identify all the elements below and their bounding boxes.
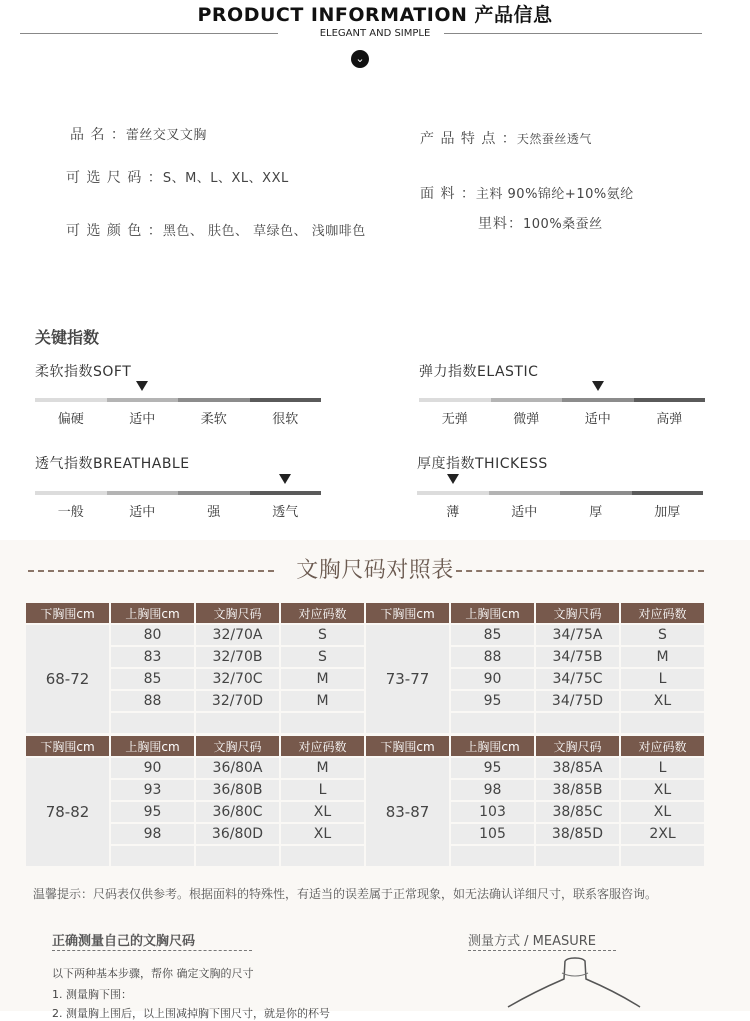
meter-level-label: 无弹 [441,412,468,427]
table-cell: M [281,669,364,689]
table-header-row [26,736,704,756]
meter-segment [178,398,250,402]
table-cell: 38/85B [536,780,619,800]
page-subtitle: ELEGANT AND SIMPLE [319,28,431,39]
info-label: 面 料 ： [420,186,476,202]
table-cell: M [281,691,364,711]
table-cell: 38/85C [536,802,619,822]
table-row [26,758,704,778]
info-fabric [420,183,634,203]
meter-level-label: 适中 [129,505,156,520]
table-cell: 93 [111,780,194,800]
meter-level-label: 适中 [584,412,611,427]
meter-segment [491,398,563,402]
table-row [26,846,704,866]
soft-meter [35,398,321,427]
info-feature [420,128,592,148]
table-cell [111,713,194,733]
info-colors [66,220,366,240]
table-header-cell: 文胸尺码 [196,603,279,623]
meter-bar [417,491,703,495]
measure-text: 1. 测量胸下围： [52,988,132,1001]
indices-title: 关键指数 [35,328,100,347]
meter-segment [250,398,322,402]
table-cell: 88 [451,647,534,667]
table-header-row [26,603,704,623]
table-header-cell: 文胸尺码 [196,736,279,756]
meter-level-label: 适中 [129,412,156,427]
table-cell [451,846,534,866]
size-chart-title: 文胸尺码对照表 [296,558,454,583]
table-cell: 32/70B [196,647,279,667]
meter-level-label: 加厚 [654,505,681,520]
measure-text: 2. 测量胸上围后，以上围减掉胸下围尺寸，就是你的杯号 [52,1007,330,1020]
elastic-label: 弹力指数ELASTIC [419,364,539,380]
table-cell: 95 [451,691,534,711]
pointer-icon [592,381,604,391]
table-cell: M [621,647,704,667]
size-tip: 温馨提示：尺码表仅供参考。根据面料的特殊性，有适当的误差属于正常现象，如无法确认详细尺寸，联系客服咨询。 [33,887,658,901]
meter-segment [250,491,322,495]
meter-segment [35,398,107,402]
pointer-icon [447,474,459,484]
pointer-icon [279,474,291,484]
meter-segment [178,491,250,495]
table-cell: 88 [111,691,194,711]
info-label: 品 名 ： [70,127,126,143]
info-value: 黑色、 肤色、 草绿色、 浅咖啡色 [162,224,366,239]
table-cell: XL [281,824,364,844]
meter-segment [417,491,489,495]
table-cell [196,846,279,866]
table-row [26,691,704,711]
table-row [26,647,704,667]
table-header-cell: 对应码数 [621,736,704,756]
table-cell: 36/80A [196,758,279,778]
table-header-cell: 上胸围cm [111,736,194,756]
info-value: 100%桑蚕丝 [523,217,603,232]
soft-label: 柔软指数SOFT [35,364,132,380]
table-header-cell: 下胸围cm [366,603,449,623]
table-header-cell: 对应码数 [281,736,364,756]
table-cell: XL [281,802,364,822]
table-row [26,713,704,733]
table-cell: 34/75C [536,669,619,689]
meter-level-label: 透气 [272,505,299,520]
table-header-cell: 上胸围cm [451,736,534,756]
meter-level-label: 偏硬 [57,412,84,427]
table-header-cell: 上胸围cm [111,603,194,623]
table-cell: 80 [111,625,194,645]
torso-illustration [500,955,650,1011]
meter-segment [107,398,179,402]
table-header-cell: 对应码数 [621,603,704,623]
page-title: PRODUCT INFORMATION 产品信息 [197,4,553,26]
meter-segment [35,491,107,495]
table-cell: 103 [451,802,534,822]
table-cell: 38/85D [536,824,619,844]
measure-method-title: 测量方式 / MEASURE [468,934,596,949]
table-cell: 98 [451,780,534,800]
table-cell: 32/70C [196,669,279,689]
table-cell-range: 78-82 [26,758,109,866]
meter-segment [419,398,491,402]
meter-segment [489,491,561,495]
meter-level-label: 一般 [57,505,84,520]
size-table-top [24,601,706,735]
measure-title: 正确测量自己的文胸尺码 [52,934,196,949]
meter-level-label: 柔软 [200,412,227,427]
meter-level-label: 薄 [446,505,460,520]
table-header-cell: 下胸围cm [26,736,109,756]
table-cell: M [281,758,364,778]
meter-segment [634,398,706,402]
table-cell: S [281,647,364,667]
table-cell: 34/75A [536,625,619,645]
table-cell: L [281,780,364,800]
table-cell: 36/80B [196,780,279,800]
breathable-label: 透气指数BREATHABLE [35,456,190,472]
table-cell [621,713,704,733]
divider [468,950,616,951]
table-cell: XL [621,691,704,711]
table-row [26,802,704,822]
table-row [26,669,704,689]
info-label: 里料： [478,216,523,232]
meter-bar [35,398,321,402]
info-sizes [66,167,289,187]
meter-segment [632,491,704,495]
elastic-meter [419,398,705,427]
table-cell: 36/80C [196,802,279,822]
thickness-meter [417,491,703,520]
table-cell-range: 68-72 [26,625,109,733]
table-cell [196,713,279,733]
table-cell: 95 [111,802,194,822]
size-table-bottom [24,734,706,868]
table-cell [111,846,194,866]
table-cell: 95 [451,758,534,778]
table-cell: 85 [451,625,534,645]
table-header-cell: 下胸围cm [366,736,449,756]
table-cell: 105 [451,824,534,844]
table-cell-range: 73-77 [366,625,449,733]
table-cell [536,846,619,866]
table-header-cell: 下胸围cm [26,603,109,623]
meter-bar [419,398,705,402]
info-name [70,124,207,144]
table-cell: S [281,625,364,645]
thickness-label: 厚度指数THICKESS [417,456,548,472]
table-cell: L [621,669,704,689]
table-cell: 2XL [621,824,704,844]
info-lining [478,213,603,233]
meter-segment [562,398,634,402]
info-label: 可 选 尺 码 ： [66,170,163,186]
table-cell: 32/70D [196,691,279,711]
meter-level-label: 高弹 [656,412,683,427]
chevron-down-icon: ⌄ [351,50,369,68]
meter-bar [35,491,321,495]
table-cell-range: 83-87 [366,758,449,866]
info-value: S、M、L、XL、XXL [162,171,289,186]
table-cell: XL [621,780,704,800]
table-header-cell: 文胸尺码 [536,603,619,623]
info-value: 主料 90%锦纶+10%氨纶 [475,187,634,202]
info-value: 蕾丝交叉文胸 [125,128,207,143]
meter-segment [560,491,632,495]
info-label: 可 选 颜 色 ： [66,223,163,239]
table-header-cell: 上胸围cm [451,603,534,623]
measure-text: 以下两种基本步骤，帮你 确定文胸的尺寸 [52,967,254,980]
meter-segment [107,491,179,495]
meter-level-label: 很软 [272,412,299,427]
table-cell [281,846,364,866]
table-row [26,824,704,844]
meter-level-label: 厚 [589,505,603,520]
table-header-cell: 文胸尺码 [536,736,619,756]
table-cell [621,846,704,866]
table-header-cell: 对应码数 [281,603,364,623]
table-cell: 83 [111,647,194,667]
info-value: 天然蚕丝透气 [516,132,592,146]
table-cell [451,713,534,733]
breathable-meter [35,491,321,520]
table-cell: 98 [111,824,194,844]
table-row [26,625,704,645]
table-cell: 90 [111,758,194,778]
table-cell: S [621,625,704,645]
meter-level-label: 适中 [511,505,538,520]
table-cell [536,713,619,733]
table-cell: 34/75B [536,647,619,667]
table-cell: 36/80D [196,824,279,844]
table-cell: 32/70A [196,625,279,645]
info-label: 产 品 特 点 ： [420,131,517,147]
meter-level-label: 微弹 [513,412,540,427]
table-cell: L [621,758,704,778]
table-cell: XL [621,802,704,822]
table-cell: 34/75D [536,691,619,711]
divider [52,950,252,951]
table-cell [281,713,364,733]
table-cell: 85 [111,669,194,689]
pointer-icon [136,381,148,391]
table-row [26,780,704,800]
table-cell: 90 [451,669,534,689]
meter-level-label: 强 [207,505,221,520]
table-cell: 38/85A [536,758,619,778]
